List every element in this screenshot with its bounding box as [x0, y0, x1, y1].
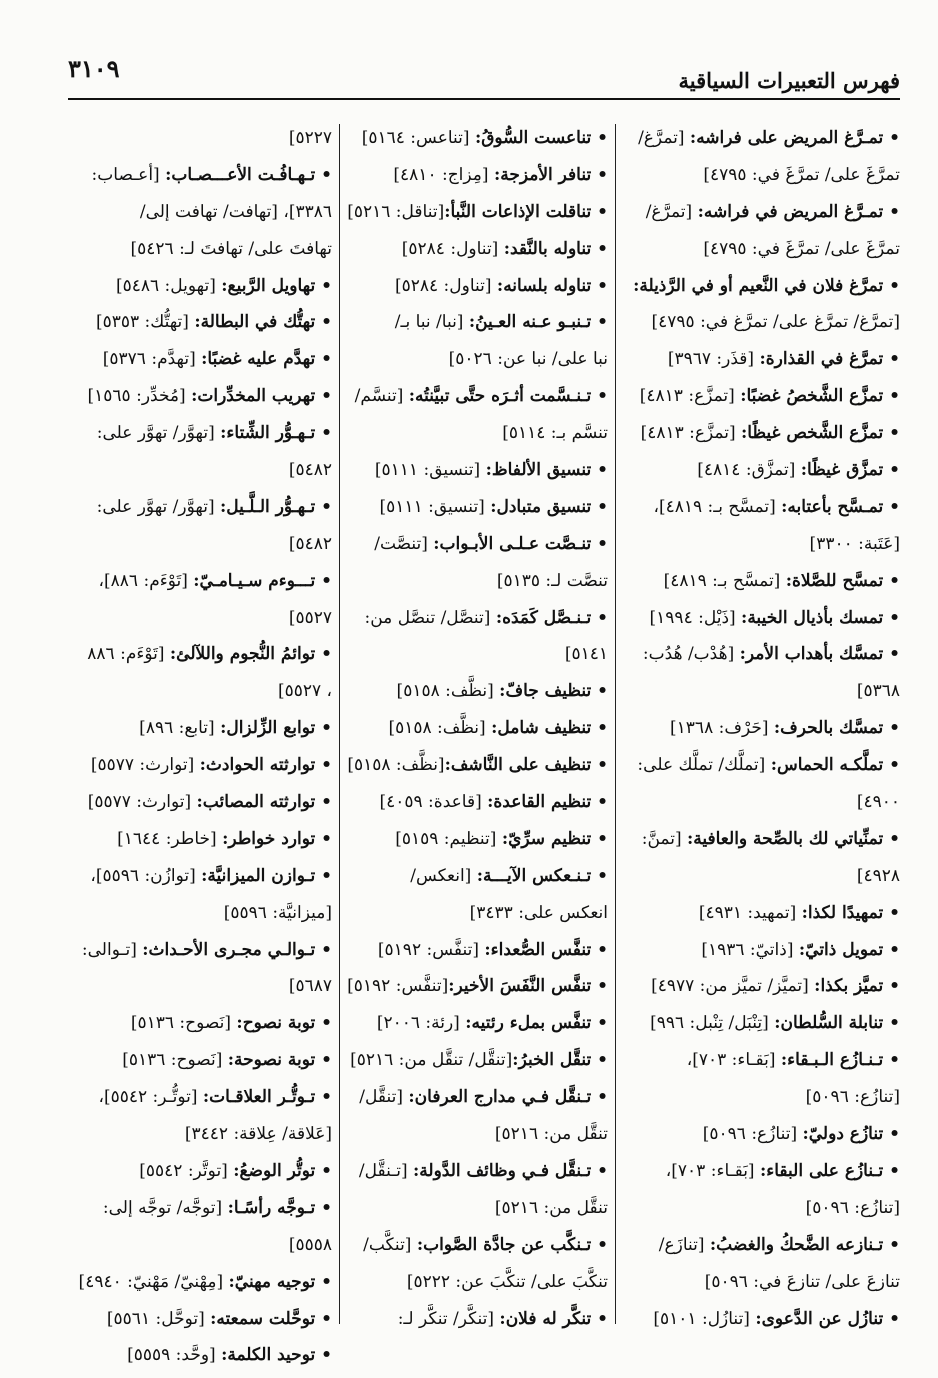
entry-reference: [ذاتيّ: ١٩٣٦]: [701, 939, 799, 960]
index-entry-line: [68, 1079, 332, 1116]
entry-reference: [تمهيد: ٤٩٣١]: [698, 902, 802, 923]
entry-reference: ٤٩٠٠]: [856, 792, 900, 813]
index-entry-line: [622, 1116, 900, 1153]
entry-phrase: • تـهـوُّر الشِّتاء:: [220, 423, 332, 444]
entry-reference: [هُدْب/ هُدُب:: [642, 644, 740, 665]
entry-reference: انعكس على: ٣٤٣٣]: [469, 902, 608, 923]
page-number: ٣١٠٩: [68, 54, 120, 83]
entry-reference: [تنصَّت/: [374, 533, 434, 554]
index-entry-line: [622, 268, 900, 305]
index-entry-line: [68, 341, 332, 378]
index-entry-line: [68, 636, 332, 673]
entry-reference: [تهوَّر/ تهوَّر على:: [96, 423, 221, 444]
index-entry-line: [346, 932, 608, 969]
index-entry-line: [68, 747, 332, 784]
index-entry-line: [346, 968, 608, 1005]
index-entry-line: [622, 747, 900, 784]
index-entry-line: [68, 120, 332, 157]
entry-phrase: • تهدَّم عليه غضبًا:: [201, 349, 332, 370]
entry-phrase: • تهاويل الرَّبيع:: [221, 275, 332, 296]
entry-phrase: • تمرَّغ في القذارة:: [759, 349, 900, 370]
entry-reference: [تـوالى:: [81, 939, 143, 960]
entry-phrase: • تـوجَّه رأسًـا:: [227, 1197, 332, 1218]
entry-phrase: • توبة نصوح:: [236, 1013, 332, 1034]
index-entry-line: [68, 968, 332, 1005]
index-entry-line: [622, 858, 900, 895]
entry-reference: [نبا/ نبا بـ/: [394, 312, 469, 333]
index-entry-line: [622, 378, 900, 415]
entry-phrase: • تـوالـي مجـرى الأحـداث:: [142, 939, 332, 960]
entry-reference: [تنفَّس: ٥١٩٢]: [347, 976, 449, 997]
entry-reference: [بَقـاء: ٧٠٣]،: [665, 1160, 760, 1181]
entry-phrase: • تمهيدًا لكذا:: [801, 902, 900, 923]
entry-reference: [عَتَبة: ٣٣٠٠]: [809, 533, 900, 554]
entry-phrase: • تنظيف شامل:: [491, 718, 608, 739]
entry-phrase: • تناوله بلسانه:: [496, 275, 608, 296]
entry-reference: ٥٢٢٧]: [288, 128, 332, 148]
index-entry-line: [622, 231, 900, 268]
index-entry-line: [346, 120, 608, 157]
index-entry-line: [68, 1116, 332, 1153]
entry-reference: [تنقَّل/ تنقَّل من: ٥٢١٦]: [350, 1050, 513, 1071]
entry-reference: [خاطر: ١٦٤٤]: [117, 828, 223, 849]
entry-reference: [توتُّـر: ٥٥٤٢]،: [98, 1087, 203, 1108]
entry-reference: [نظَّف: ٥١٥٨]: [347, 755, 445, 776]
entry-phrase: • تناوله بالنَّقد:: [503, 238, 608, 259]
entry-phrase: • توبة نصوحة:: [227, 1050, 332, 1071]
entry-reference: تنقَّل من: ٥٢١٦]: [494, 1124, 608, 1145]
entry-reference: [تنفَّس: ٥١٩٢]: [377, 939, 485, 960]
index-entry-line: [346, 1153, 608, 1190]
entry-reference: ٥١٤١]: [564, 644, 608, 665]
entry-reference: [تَوْءَم: ٨٨٦]،: [98, 570, 194, 591]
index-entry-line: [622, 932, 900, 969]
entry-reference: تنسَّم بـ: ٥١١٤]: [502, 423, 608, 444]
entry-phrase: • توائمُ النُّجوم واللآلئ:: [169, 644, 332, 665]
entry-reference: [تِنْبَل/ تِنْبل: ٩٩٦]: [650, 1013, 775, 1034]
entry-phrase: • تـنازُع على البقاء:: [759, 1160, 900, 1181]
index-entry-line: [622, 673, 900, 710]
entry-phrase: • توارثته الحوادث:: [199, 755, 332, 776]
entry-reference: [تمرَّغ/: [638, 128, 690, 148]
index-entry-line: [346, 526, 608, 563]
entry-phrase: • تنظيم سرِّيّ:: [501, 828, 608, 849]
entry-reference: ٤٩٢٨]: [856, 865, 900, 886]
index-entry-line: [68, 304, 332, 341]
entry-phrase: • تمـرَّغ المريض في فراشه:: [697, 201, 900, 222]
entry-reference: تنصَّت لـ: ٥١٣٥]: [496, 570, 608, 591]
entry-phrase: • تـنكَّب عن جادَّة الصَّواب:: [416, 1234, 608, 1255]
entry-reference: [قذَر: ٣٩٦٧]: [667, 349, 760, 370]
entry-phrase: • تـنازعه الضَّحكُ والغضبُ:: [709, 1234, 900, 1255]
index-entry-line: [346, 157, 608, 194]
entry-reference: [تنازَع/: [658, 1234, 710, 1255]
entry-reference: [توجَّه/ توجَّه إلى:: [102, 1197, 228, 1218]
index-entry-line: [68, 1005, 332, 1042]
entry-reference: [تهتُّك: ٥٣٥٣]: [95, 312, 195, 333]
index-entry-line: [346, 673, 608, 710]
entry-reference: [تَوْءَم: ٨٨٦: [87, 644, 170, 665]
entry-phrase: • تنظيم القاعدة:: [487, 792, 608, 813]
index-entry-line: [346, 895, 608, 932]
entry-phrase: • تمزَّع الشَّخص غيظًا:: [741, 423, 900, 444]
index-entry-line: [346, 1264, 608, 1301]
entry-reference: ٥٥٥٨]: [288, 1234, 332, 1255]
index-entry-line: [68, 489, 332, 526]
index-entry-line: [346, 636, 608, 673]
entry-phrase: • توتُّر الوضعُ:: [233, 1160, 332, 1181]
entry-reference: [مِزاج: ٤٨١٠]: [393, 164, 494, 185]
entry-phrase: • تنابلة السُّلطان:: [774, 1013, 900, 1034]
entry-phrase: • تهريب المخدِّرات:: [191, 386, 332, 407]
entry-phrase: • تنفَّس الصُّعداء:: [484, 939, 608, 960]
entry-phrase: • تنسيق متبادل:: [490, 496, 608, 517]
entry-reference: [تنكَّب/: [363, 1234, 417, 1255]
index-entry-line: [346, 489, 608, 526]
running-header: [68, 52, 900, 98]
entry-phrase: • تنقَّل الخبرُ:: [512, 1050, 608, 1071]
entry-phrase: • تهتُّك في البطالة:: [194, 312, 332, 333]
entry-reference: [تنكَّر/ تنكَّر لـ:: [397, 1308, 500, 1329]
index-entry-line: [622, 452, 900, 489]
entry-reference: [تنظيم: ٥١٥٩]: [395, 828, 502, 849]
entry-reference: نبا على/ نبا عن: ٥٠٢٦]: [448, 349, 608, 370]
entry-phrase: • تنفَّس النَّفَسَ الأخير:: [448, 976, 608, 997]
index-entry-line: [346, 415, 608, 452]
entry-reference: [تمرَّغ/ تمرَّغ على/ تمرَّغ في: ٤٧٩٥]: [651, 312, 900, 333]
index-entry-line: [346, 1005, 608, 1042]
index-entry-line: [622, 636, 900, 673]
entry-phrase: • تميَّز بكذا:: [814, 976, 900, 997]
index-entry-line: [622, 563, 900, 600]
entry-reference: [توارث: ٥٥٧٧]: [90, 755, 200, 776]
entry-phrase: • توارد خواطر:: [222, 828, 332, 849]
entry-reference: [ذَيْل: ١٩٩٤]: [649, 607, 742, 628]
entry-phrase: • تنازُل عن الدَّعوى:: [755, 1308, 900, 1329]
entry-phrase: • تنظيف جافّ:: [499, 681, 608, 702]
entry-phrase: • تـنقَّل فـي مدارج العرفان:: [408, 1087, 608, 1108]
entry-reference: ٥٦٨٧]: [288, 976, 332, 997]
entry-phrase: • تنظيف على النَّاشف:: [444, 755, 608, 776]
index-entry-line: [346, 1042, 608, 1079]
entry-reference: [تمرَّغ/: [645, 201, 698, 222]
index-entry-line: [346, 784, 608, 821]
entry-phrase: • تمسَّح للصَّلاة:: [785, 570, 900, 591]
entry-phrase: • تـنـسَّمت أثـرَه حتَّى تبيَّنتُه:: [408, 386, 608, 407]
index-entry-line: [68, 932, 332, 969]
entry-reference: [تـنقَّل/: [358, 1160, 413, 1181]
entry-reference: ٥٣٦٨]: [856, 681, 900, 702]
index-entry-line: [622, 1005, 900, 1042]
index-entry-line: [622, 1190, 900, 1227]
entry-reference: [نَصوح: ٥١٣٦]: [122, 1050, 228, 1071]
entry-phrase: • تناعست السُّوقُ:: [474, 128, 608, 148]
index-entry-line: [622, 526, 900, 563]
index-entry-line: [68, 895, 332, 932]
entry-phrase: • تمويل ذاتيّ:: [798, 939, 900, 960]
entry-reference: ٣٣٨٦]، [تهافت/ تهافت إلى/: [139, 201, 332, 222]
entry-reference: [تنسَّم/: [354, 386, 409, 407]
entry-reference: [قاعدة: ٤٠٥٩]: [379, 792, 488, 813]
entry-phrase: • تنسيق الألفاظ:: [485, 460, 608, 481]
index-entry-line: [68, 1227, 332, 1264]
index-entry-line: [68, 268, 332, 305]
entry-phrase: • تمسَّك بأهداب الأمر:: [739, 644, 900, 665]
index-entry-line: [346, 341, 608, 378]
index-entry-line: [68, 378, 332, 415]
index-entry-line: [346, 1190, 608, 1227]
entry-reference: [حَرْف: ١٣٦٨]: [670, 718, 774, 739]
index-entry-line: [346, 1301, 608, 1338]
entry-reference: [تهويل: ٥٤٨٦]: [115, 275, 222, 296]
entry-reference: [تابع: ٨٩٦]: [139, 718, 221, 739]
index-entry-line: [622, 415, 900, 452]
entry-phrase: • توجيه مهنيّ:: [228, 1271, 332, 1292]
index-column-middle: [346, 120, 608, 1338]
entry-reference: تمرَّغَ على/ تمرَّغَ في: ٤٧٩٥]: [703, 164, 900, 185]
index-entry-line: [68, 563, 332, 600]
entry-reference: [انعكس/: [410, 865, 477, 886]
index-entry-line: [346, 858, 608, 895]
index-entry-line: [68, 673, 332, 710]
entry-reference: [تنازُع: ٥٠٩٦]: [805, 1087, 900, 1108]
entry-reference: [نظَّف: ٥١٥٨]: [388, 718, 492, 739]
index-entry-line: [622, 157, 900, 194]
entry-reference: [تميَّز/ تميَّز من: ٤٩٧٧]: [651, 976, 815, 997]
entry-reference: [تمنَّ:: [641, 828, 687, 849]
entry-reference: تنقَّل من: ٥٢١٦]: [494, 1197, 608, 1218]
entry-reference: [رئة: ٢٠٠٦]: [376, 1013, 466, 1034]
entry-reference: تنازعَ على/ تنازعَ في: ٥٠٩٦]: [704, 1271, 900, 1292]
entry-reference: [عَلاقة/ عِلاقة: ٣٤٤٢]: [184, 1124, 332, 1145]
index-column-right: [622, 120, 900, 1338]
entry-phrase: • تمرَّغ فلان في النَّعيم أو في الرَّذيلة:: [633, 275, 900, 296]
entry-phrase: • تمزَّق غيظًا:: [800, 460, 900, 481]
index-entry-line: [346, 600, 608, 637]
column-divider: [615, 124, 616, 1324]
entry-reference: تمرَّغَ على/ تمرَّغَ في: ٤٧٩٥]: [703, 238, 900, 259]
entry-phrase: • تـهـوُّر الـلَّـيل:: [220, 496, 332, 517]
entry-reference: [توارث: ٥٥٧٧]: [87, 792, 197, 813]
entry-reference: [توحَّل: ٥٥٦١]: [106, 1308, 211, 1329]
entry-reference: تهافتَ على/ تهافتَ لـ: ٥٤٢٦]: [130, 238, 332, 259]
entry-reference: [تمزَّع: ٤٨١٣]: [639, 386, 741, 407]
index-entry-line: [622, 341, 900, 378]
entry-reference: [تهدَّم: ٥٣٧٦]: [102, 349, 202, 370]
entry-reference: [تمسَّح بـ: ٤٨١٩]: [663, 570, 786, 591]
index-entry-line: [622, 1079, 900, 1116]
entry-reference: [تمسَّح بـ: ٤٨١٩]،: [653, 496, 782, 517]
index-entry-line: [622, 304, 900, 341]
index-entry-line: [346, 710, 608, 747]
index-entry-line: [68, 784, 332, 821]
index-entry-line: [346, 747, 608, 784]
index-entry-line: [68, 600, 332, 637]
index-entry-line: [68, 452, 332, 489]
index-entry-line: [622, 1264, 900, 1301]
entry-phrase: • تمسك بأذيال الخيبة:: [741, 607, 900, 628]
entry-phrase: • تنافر الأمزجة:: [493, 164, 608, 185]
header-rule: [68, 98, 900, 100]
entry-phrase: • تنـصَّت عـلـى الأبـواب:: [433, 533, 608, 554]
entry-reference: ٥٤٨٢]: [288, 460, 332, 481]
entry-phrase: • توابع الزِّلزال:: [220, 718, 332, 739]
entry-phrase: • تناقلت الإذاعات النَّبأ:: [444, 201, 608, 222]
entry-phrase: • تنازُع دوليّ:: [802, 1124, 900, 1145]
index-entry-line: [346, 1116, 608, 1153]
entry-reference: [تنازُع: ٥٠٩٦]: [805, 1197, 900, 1218]
entry-reference: [تمزَّع: ٤٨١٣]: [640, 423, 741, 444]
entry-reference: [تنازُع: ٥٠٩٦]: [702, 1124, 803, 1145]
entry-reference: [تناعس: ٥١٦٤]: [361, 128, 475, 148]
entry-reference: [بَقـاء: ٧٠٣]،: [686, 1050, 781, 1071]
entry-phrase: • تـوتُّـر العلاقـات:: [202, 1087, 332, 1108]
index-entry-line: [346, 304, 608, 341]
index-entry-line: [622, 968, 900, 1005]
entry-reference: [مِهْنيّ/ مَهْنيّ: ٤٩٤٠]: [78, 1271, 229, 1292]
index-entry-line: [68, 415, 332, 452]
index-entry-line: [622, 1301, 900, 1338]
index-entry-line: [68, 526, 332, 563]
entry-reference: ٥٥٢٧]: [288, 607, 332, 628]
index-entry-line: [68, 1301, 332, 1338]
entry-reference: ٥٤٨٢]: [288, 533, 332, 554]
entry-reference: [نَصوح: ٥١٣٦]: [130, 1013, 237, 1034]
index-entry-line: [622, 1227, 900, 1264]
entry-phrase: • تـهـافُـت الأعـــصـاب:: [165, 164, 332, 185]
index-entry-line: [346, 1079, 608, 1116]
entry-reference: ، ٥٥٢٧]: [277, 681, 332, 702]
entry-reference: [تناول: ٥٢٨٤]: [401, 238, 504, 259]
entry-reference: [تهوَّر/ تهوَّر على:: [96, 496, 220, 517]
entry-phrase: • تمسَّك بالحرف:: [773, 718, 900, 739]
index-entry-line: [68, 1190, 332, 1227]
index-entry-line: [622, 1042, 900, 1079]
entry-reference: [توتَّر: ٥٥٤٢]: [139, 1160, 234, 1181]
entry-reference: [أعـصاب:: [91, 164, 166, 185]
index-entry-line: [68, 1042, 332, 1079]
index-entry-line: [346, 378, 608, 415]
index-entry-line: [68, 231, 332, 268]
entry-phrase: • تملَّكـه الحماس:: [770, 755, 900, 776]
index-entry-line: [68, 1153, 332, 1190]
index-entry-line: [68, 858, 332, 895]
entry-reference: [ميزانيَّة: ٥٥٩٦]: [223, 902, 332, 923]
index-entry-line: [68, 710, 332, 747]
index-entry-line: [346, 1227, 608, 1264]
entry-phrase: • تـنبـو عـنه العـينُ:: [468, 312, 608, 333]
entry-reference: [تنصَّل/ تنصَّل من:: [364, 607, 496, 628]
index-entry-line: [622, 895, 900, 932]
entry-reference: [تنقَّل/: [359, 1087, 409, 1108]
entry-phrase: • تنكَّر له فلان:: [499, 1308, 608, 1329]
index-entry-line: [622, 120, 900, 157]
entry-phrase: • توارثته المصائب:: [196, 792, 332, 813]
entry-phrase: • تـــوءم سـيـامـيّ:: [193, 570, 332, 591]
entry-phrase: • تمـسَّح بأعتابه:: [781, 496, 900, 517]
entry-phrase: • تمـرَّغ المريض على فراشه:: [689, 128, 900, 148]
entry-reference: [تناول: ٥٢٨٤]: [394, 275, 497, 296]
running-title: فهرس التعبيرات السياقية: [678, 68, 900, 93]
index-entry-line: [68, 194, 332, 231]
entry-phrase: • تـنـعكس الآيـــة:: [476, 865, 608, 886]
index-entry-line: [346, 821, 608, 858]
index-entry-line: [346, 268, 608, 305]
index-entry-line: [68, 157, 332, 194]
index-entry-line: [622, 194, 900, 231]
entry-reference: [تنسيق: ٥١١١]: [379, 496, 491, 517]
index-entry-line: [68, 821, 332, 858]
entry-phrase: • توحَّلت سمعته:: [210, 1308, 332, 1329]
index-entry-line: [346, 194, 608, 231]
index-entry-line: [622, 489, 900, 526]
entry-phrase: • تمزَّع الشَّخصُ غضبًا:: [740, 386, 900, 407]
entry-phrase: • تنفَّس بملء رئتيه:: [465, 1013, 608, 1034]
entry-phrase: • تـنـازُع الـبـقاء:: [780, 1050, 900, 1071]
index-entry-line: [622, 821, 900, 858]
entry-reference: [مُخدِّر: ١٥٦٥]: [87, 386, 192, 407]
entry-phrase: • تـوازن الميزانيَّة:: [201, 865, 332, 886]
entry-reference: [توازُن: ٥٥٩٦]،: [90, 865, 202, 886]
entry-reference: [تناقل: ٥٢١٦]: [347, 201, 445, 222]
entry-reference: [تملَّك/ تملَّك على:: [637, 755, 771, 776]
entry-reference: [وحَّد: ٥٥٥٩]: [127, 1345, 222, 1366]
index-entry-line: [622, 710, 900, 747]
index-entry-line: [346, 231, 608, 268]
entry-reference: [تنازُل: ٥١٠١]: [653, 1308, 756, 1329]
index-entry-line: [346, 452, 608, 489]
entry-reference: [نظَّف: ٥١٥٨]: [396, 681, 500, 702]
entry-reference: [تنسيق: ٥١١١]: [374, 460, 486, 481]
entry-phrase: • توحيد الكلمة:: [221, 1345, 332, 1366]
entry-reference: تنكَّبَ على/ تنكَّبَ عن: ٥٢٢٢]: [406, 1271, 608, 1292]
index-entry-line: [346, 563, 608, 600]
index-column-left: [68, 120, 332, 1366]
index-entry-line: [622, 600, 900, 637]
entry-reference: [تمزَّق: ٤٨١٤]: [697, 460, 801, 481]
index-entry-line: [622, 1153, 900, 1190]
column-divider: [339, 124, 340, 1324]
index-entry-line: [68, 1337, 332, 1374]
index-entry-line: [622, 784, 900, 821]
entry-phrase: • تـنـصَّل كَمَدَه:: [495, 607, 608, 628]
entry-phrase: • تـنقَّل فـي وظائف الدَّولة:: [413, 1160, 608, 1181]
index-entry-line: [68, 1264, 332, 1301]
entry-phrase: • تمنِّياتي لك بالصِّحة والعافية:: [686, 828, 900, 849]
